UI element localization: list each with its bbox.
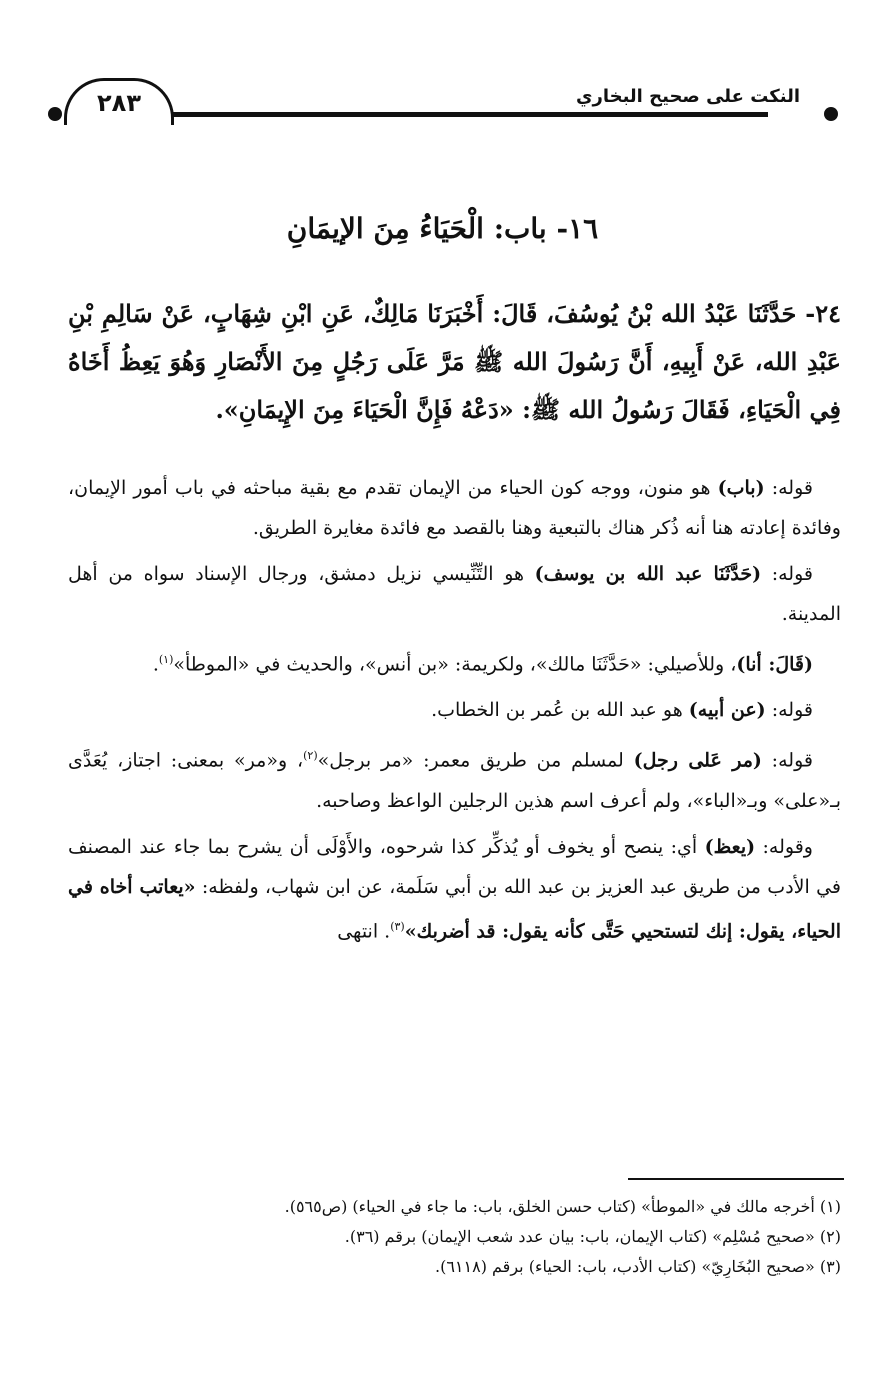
footnote-separator xyxy=(628,1178,844,1180)
footnote-3: (٣) «صحيح البُخَارِيّ» (كتاب الأدب، باب: الحياء) برقم (٦١١٨). xyxy=(435,1257,841,1276)
p4-lead: قوله: xyxy=(765,699,813,722)
p6-lead: وقوله: xyxy=(755,835,813,858)
footnote-ref-3: (٣) xyxy=(390,919,405,933)
header-rule xyxy=(168,112,768,117)
commentary-paragraph-3 xyxy=(68,640,841,684)
footnote-1: (١) أخرجه مالك في «الموطأ» (كتاب حسن الخلق، باب: ما جاء في الحياء) (ص٥٦٥). xyxy=(284,1197,841,1216)
p6-bold: (يعظ) xyxy=(704,835,756,858)
footnote-2: (٢) «صحيح مُسْلِم» (كتاب الإيمان، باب: بيان عدد شعب الإيمان) برقم (٣٦). xyxy=(344,1227,841,1246)
page-header xyxy=(48,72,838,124)
p3-end: . xyxy=(152,653,159,676)
commentary-paragraph-2 xyxy=(68,554,841,634)
commentary-paragraph-5 xyxy=(68,736,841,820)
commentary-paragraph-6 xyxy=(68,827,841,951)
p5-lead: قوله: xyxy=(761,749,813,772)
p6-bold-quote: «يعاتب أخاه في الحياء، يقول: إنك لتستحيي حَتَّى كأنه يقول: قد أضربك» xyxy=(68,875,841,942)
running-title: النكت على صحيح البخاري xyxy=(568,86,808,107)
p5-rest: لمسلم من طريق معمر: «مر برجل» xyxy=(317,749,634,772)
commentary-paragraph-1 xyxy=(68,468,841,548)
p4-bold: (عن أبيه) xyxy=(688,699,766,722)
page-number: ٢٨٣ xyxy=(64,78,174,125)
footnote-ref-1: (١) xyxy=(158,653,174,666)
p5-end: ، و«مر» بمعنى: اجتاز، يُعَدَّى بـ«على» وبـ«الباء»، ولم أعرف اسم هذين الرجلين الواعظ وصاحبه. xyxy=(68,749,841,812)
commentary xyxy=(68,468,841,957)
chapter-heading: ١٦- باب: الْحَيَاءُ مِنَ الإيمَانِ xyxy=(286,212,599,245)
p3-rest: ، وللأصيلي: «حَدَّثَنَا مالك»، ولكريمة: «بن أنس»، والحديث في «الموطأ» xyxy=(173,653,737,676)
p2-bold: (حَدَّثَنَا عبد الله بن يوسف) xyxy=(534,563,762,585)
footnotes xyxy=(140,1192,841,1282)
p2-lead: قوله: xyxy=(761,563,813,585)
header-dot-left xyxy=(48,107,62,121)
header-dot-right xyxy=(824,107,838,121)
p3-bold: (قَالَ: أنا) xyxy=(736,653,813,676)
p4-rest: هو عبد الله بن عُمر بن الخطاب. xyxy=(431,699,689,722)
p6-rest: أي: ينصح أو يخوف أو يُذكِّر كذا شرحوه، والأَوْلَى أن يشرح بما جاء عند المصنف في الأدب من طريق عبد العزيز بن عبد الله بن أبي سَلَمة، عن ابن شهاب، ولفظه: xyxy=(68,835,842,898)
footnote-ref-2: (٢) xyxy=(303,749,318,763)
p2-rest: هو التِّنِّيسي نزيل دمشق، ورجال الإسناد سواه من أهل المدينة. xyxy=(68,563,841,625)
hadith-text: ٢٤- حَدَّثَنَا عَبْدُ الله بْنُ يُوسُفَ، قَالَ: أَخْبَرَنَا مَالِكٌ، عَنِ ابْنِ شِهَابٍ، عَنْ سَالِمِ بْنِ عَبْدِ الله، عَنْ أَبِيهِ، أَنَّ رَسُولَ الله ﷺ مَرَّ عَلَى رَجُلٍ مِنَ الأَنْصَارِ وَهُوَ يَعِظُ أَخَاهُ فِي الْحَيَاءِ، فَقَالَ رَسُولُ الله ﷺ: «دَعْهُ فَإِنَّ الْحَيَاءَ مِنَ الإِيمَانِ». xyxy=(68,299,842,424)
commentary-paragraph-4 xyxy=(68,690,841,730)
p5-bold: (مر عَلى رجل) xyxy=(633,749,762,772)
p6-end: . انتهى xyxy=(337,919,391,942)
p1-rest: هو منون، ووجه كون الحياء من الإيمان تقدم مع بقية مباحثه في باب أمور الإيمان، وفائدة إعادته هنا أنه ذُكر هناك بالتبعية وهنا بالقصد مع فائدة مغايرة الطريق. xyxy=(68,477,841,539)
p1-lead: قوله: xyxy=(764,477,813,499)
p1-bold: (باب) xyxy=(717,477,765,499)
